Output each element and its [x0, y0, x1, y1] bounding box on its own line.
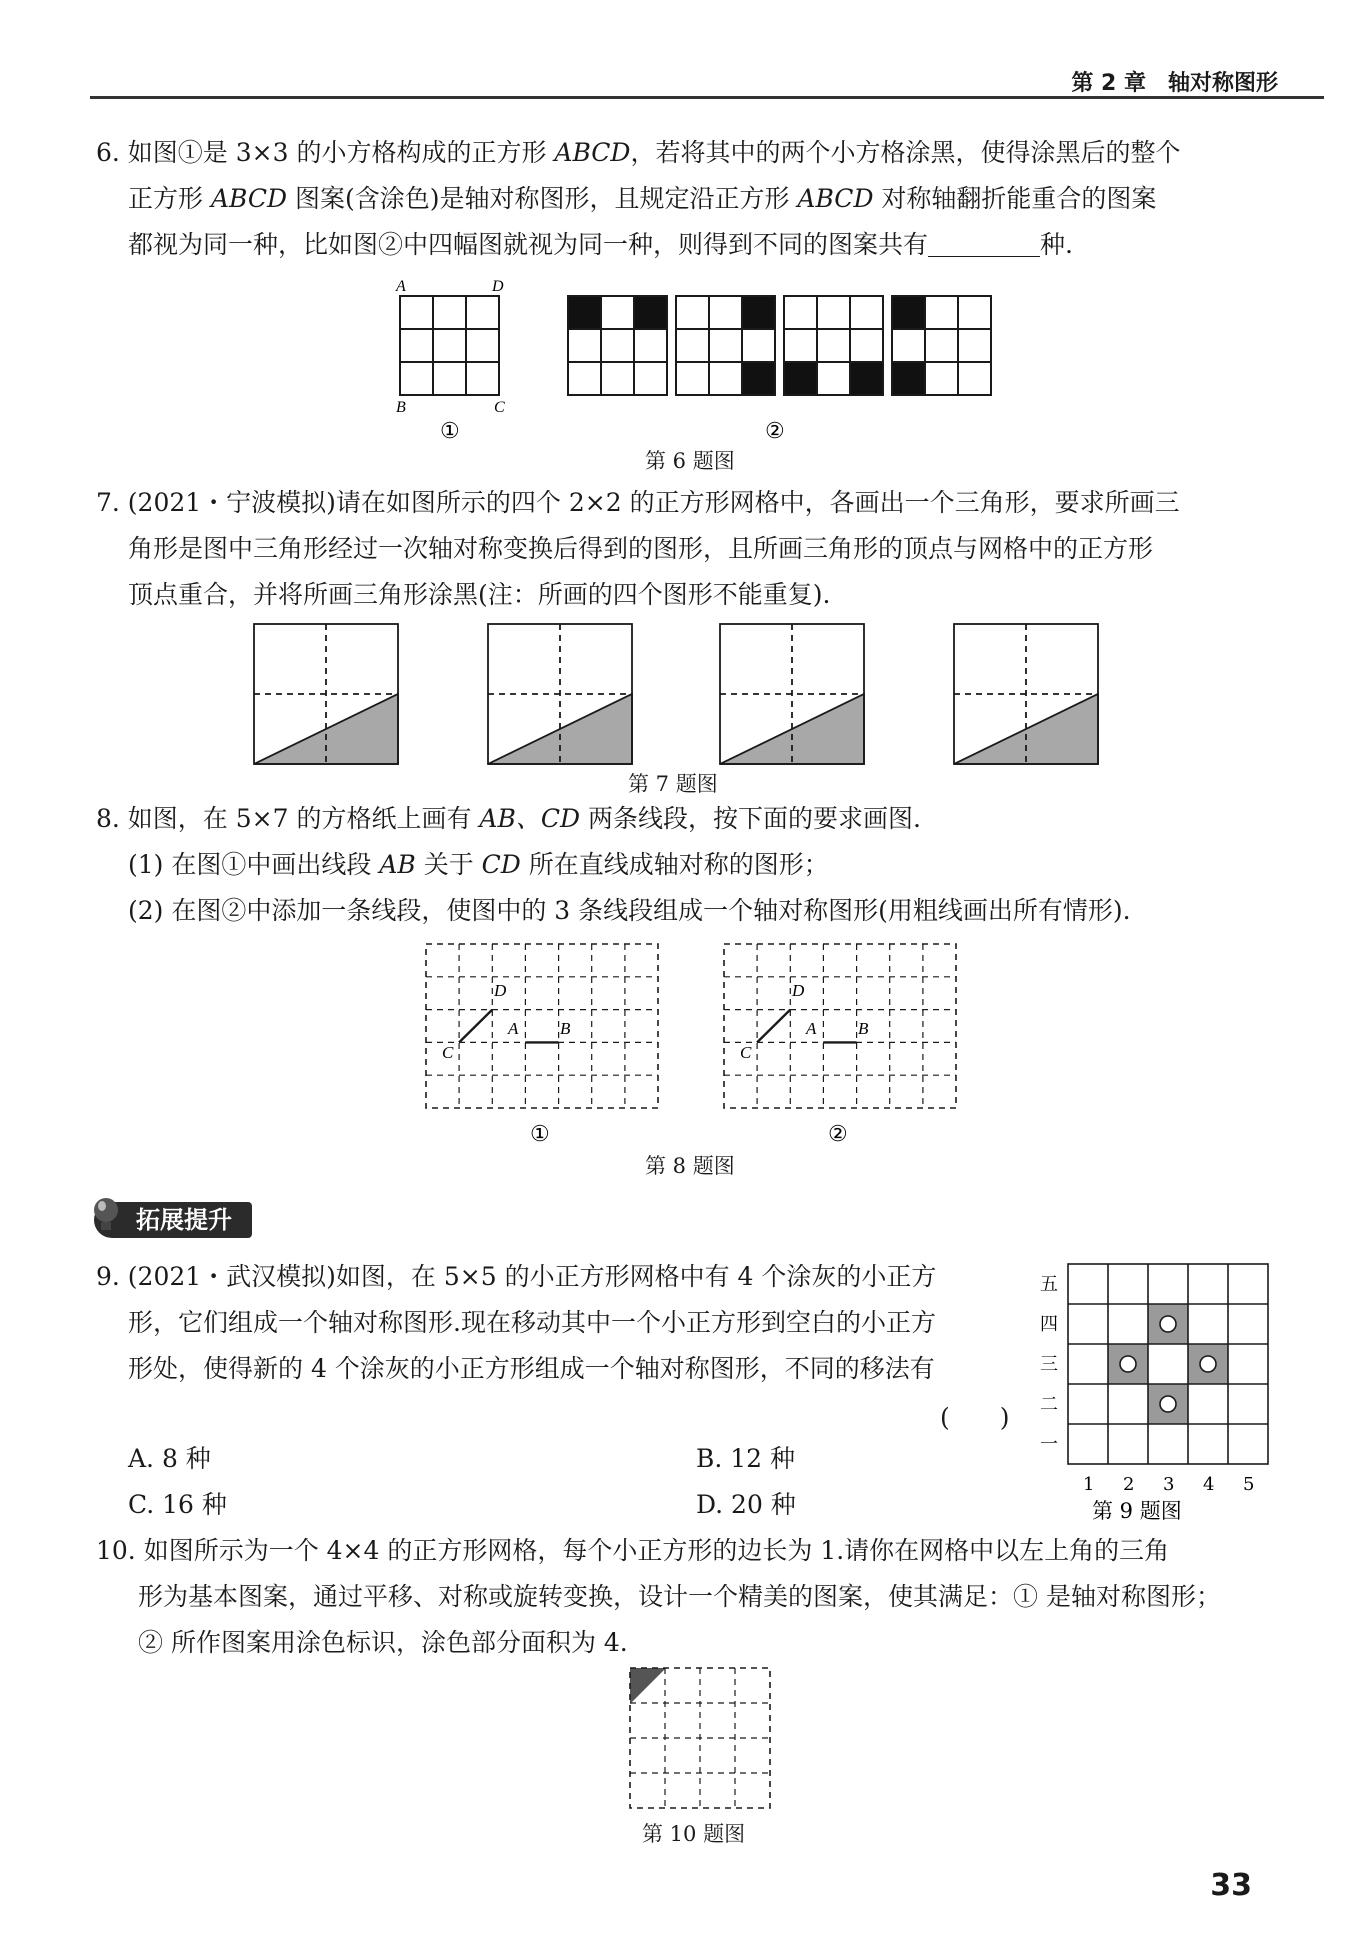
q9-line1: 9. (2021・武汉模拟)如图，在 5×5 的小正方形网格中有 4 个涂灰的小正方 [96, 1262, 937, 1291]
q7-grids [250, 618, 1110, 768]
q8-grid-1 [426, 944, 658, 1108]
col-label-4: 4 [1203, 1474, 1215, 1495]
row-label-4: 四 [1040, 1314, 1058, 1335]
q8-line3: (2) 在图②中添加一条线段，使图中的 3 条线段组成一个轴对称图形(用粗线画出所有情形). [128, 896, 1131, 925]
q8-label-A2: A [806, 1019, 817, 1038]
q6-fig1-label: ① [440, 419, 460, 444]
q8-line2: (1) 在图①中画出线段 AB 关于 CD 所在直线成轴对称的图形； [128, 850, 829, 879]
q6-fig1-grid [400, 296, 499, 395]
q8-label-B1: B [560, 1019, 571, 1038]
q10-line3: ② 所作图案用涂色标识，涂色部分面积为 4. [138, 1628, 628, 1657]
q9-answer-paren[interactable]: ( ) [940, 1403, 1010, 1432]
q7-grid-3 [720, 624, 864, 764]
label-B: B [396, 399, 406, 416]
q10-line1: 10. 如图所示为一个 4×4 的正方形网格，每个小正方形的边长为 1.请你在网格中以左上角的三角 [96, 1536, 1170, 1565]
q6-fig2-label: ② [765, 419, 785, 444]
q8-label-C1: C [442, 1043, 454, 1062]
col-label-5: 5 [1243, 1474, 1255, 1495]
label-D: D [492, 278, 504, 295]
q8-fig2-label: ② [828, 1122, 848, 1147]
col-label-3: 3 [1163, 1474, 1175, 1495]
row-label-2: 二 [1040, 1394, 1058, 1415]
q8-label-D1: D [494, 981, 507, 1000]
q7-line2: 角形是图中三角形经过一次轴对称变换后得到的图形，且所画三角形的顶点与网格中的正方形 [128, 534, 1154, 563]
q9-option-C[interactable]: C. 16 种 [128, 1490, 227, 1519]
label-A: A [396, 278, 406, 295]
q8-label-D2: D [792, 981, 805, 1000]
q6-fig2-grids [568, 296, 991, 395]
q9-option-A[interactable]: A. 8 种 [128, 1444, 211, 1473]
q8-figures [420, 938, 980, 1150]
q8-line1: 8. 如图，在 5×7 的方格纸上画有 AB、CD 两条线段，按下面的要求画图. [96, 804, 921, 833]
row-label-1: 一 [1040, 1434, 1058, 1455]
q6-line2: 正方形 ABCD 图案(含涂色)是轴对称图形，且规定沿正方形 ABCD 对称轴翻折能重合的图案 [128, 184, 1157, 213]
q9-option-B[interactable]: B. 12 种 [696, 1444, 796, 1473]
col-label-1: 1 [1083, 1474, 1095, 1495]
q9-circles [1120, 1316, 1216, 1412]
q10-line2: 形为基本图案，通过平移、对称或旋转变换，设计一个精美的图案，使其满足：① 是轴对称图形； [138, 1582, 1221, 1611]
answer-blank[interactable] [928, 232, 1040, 257]
q10-caption: 第 10 题图 [642, 1822, 746, 1846]
chapter-header: 第 2 章 轴对称图形 [1071, 71, 1278, 96]
col-label-2: 2 [1123, 1474, 1135, 1495]
q6-caption: 第 6 题图 [645, 449, 735, 473]
q7-grid-4 [954, 624, 1098, 764]
q9-grid [1068, 1264, 1268, 1464]
q9-caption: 第 9 题图 [1092, 1499, 1182, 1523]
q7-grid-2 [488, 624, 632, 764]
q10-figure [626, 1664, 776, 1816]
q7-line3: 顶点重合，并将所画三角形涂黑(注：所画的四个图形不能重复). [128, 580, 831, 609]
q7-line1: 7. (2021・宁波模拟)请在如图所示的四个 2×2 的正方形网格中，各画出一个三角形，要求所画三 [96, 488, 1180, 517]
page-number: 33 [1210, 1868, 1252, 1903]
q9-line3: 形处，使得新的 4 个涂灰的小正方形组成一个轴对称图形，不同的移法有 [128, 1354, 935, 1383]
row-label-5: 五 [1040, 1274, 1058, 1295]
q6-line1: 6. 如图①是 3×3 的小方格构成的正方形 ABCD，若将其中的两个小方格涂黑，使得涂黑后的整个 [96, 138, 1181, 167]
q6-line3: 都视为同一种，比如图②中四幅图就视为同一种，则得到不同的图案共有 种. [128, 230, 1073, 259]
q7-caption: 第 7 题图 [628, 772, 718, 796]
q8-label-B2: B [858, 1019, 869, 1038]
q8-label-A1: A [508, 1019, 519, 1038]
q9-line2: 形，它们组成一个轴对称图形.现在移动其中一个小正方形到空白的小正方 [128, 1308, 936, 1337]
q8-fig1-label: ① [530, 1122, 550, 1147]
row-label-3: 三 [1040, 1354, 1058, 1375]
q8-label-C2: C [740, 1043, 752, 1062]
q8-grid-2 [724, 944, 956, 1108]
q6-figures [390, 276, 1010, 446]
lightbulb-icon [92, 1196, 122, 1236]
q8-caption: 第 8 题图 [645, 1154, 735, 1178]
q7-grid-1 [254, 624, 398, 764]
q9-figure [1030, 1256, 1270, 1526]
header-rule [90, 96, 1324, 99]
section-title: 拓展提升 [136, 1206, 232, 1234]
q9-option-D[interactable]: D. 20 种 [696, 1490, 796, 1519]
label-C: C [494, 399, 505, 416]
q10-base-triangle [630, 1668, 666, 1704]
